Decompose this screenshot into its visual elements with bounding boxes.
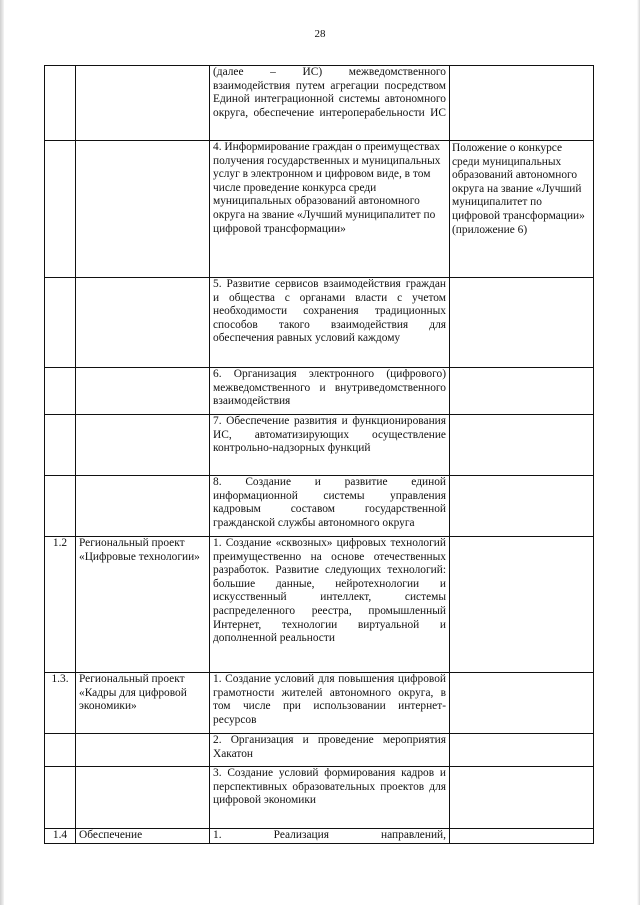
row-number [45,476,76,537]
measure-text: 2. Организация и проведение мероприятия Хакатон [210,734,450,767]
document-cell [449,414,594,476]
table-row [45,829,450,844]
measure-text: 1. Создание условий для повышения цифровой грамотности жителей автономного округа, в том числе при использовании интернет-ресурсов [210,673,450,734]
project-name [76,734,210,767]
table-row [45,673,450,734]
document-cell [449,65,594,141]
row-number [45,734,76,767]
row-number [45,141,76,278]
row-number [45,368,76,415]
table-row [45,141,450,278]
project-name: Обеспечение [76,829,210,844]
table-row [45,537,450,673]
measure-text: 8. Создание и развитие единой информационной системы управления кадровым составом государственной гражданской службы автономного округа [210,476,450,537]
project-name [76,278,210,368]
measure-text: 5. Развитие сервисов взаимодействия граждан и общества с органами власти с учетом необходимости сохранения традиционных способов такого взаимодействия для обеспечения равных условий каждому [210,278,450,368]
document-cell [449,828,594,844]
project-name [76,368,210,415]
row-number [45,415,76,476]
table-row [45,66,450,141]
row-number: 1.4 [45,829,76,844]
measure-text: 7. Обеспечение развития и функционирования ИС, автоматизирующих осуществление контрольно-надзорных функций [210,415,450,476]
row-number: 1.2 [45,537,76,673]
project-name [76,141,210,278]
measure-text: 3. Создание условий формирования кадров и перспективных образовательных проектов для цифровой экономики [210,767,450,829]
row-number [45,767,76,829]
page-number: 28 [314,28,326,40]
row-number [45,66,76,141]
measure-text: 1. Создание «сквозных» цифровых технологий преимущественно на основе отечественных разработок. Развитие следующих технологий: большие данные, нейротехнологии и искусственный интеллект, системы распределенного реестра, промышленный Интернет, технологии виртуальной и дополненной реальности [210,537,450,673]
project-name [76,767,210,829]
measure-text: 4. Информирование граждан о преимуществах получения государственных и муниципальных услуг в электронном и цифровом виде, в том числе проведение конкурса среди муниципальных образований автономного округа на звание «Лучший муниципалитет по цифровой трансформации» [210,141,450,278]
document-cell [449,672,594,734]
table-row [45,476,450,537]
measure-text: 6. Организация электронного (цифрового) межведомственного и внутриведомственного взаимодействия [210,368,450,415]
measure-text: 1. Реализация направлений, [210,829,450,844]
row-number: 1.3. [45,673,76,734]
document-cell [449,367,594,415]
measures-table [44,65,450,844]
scan-edge-left [0,0,4,905]
project-name [76,476,210,537]
project-name [76,415,210,476]
table-row [45,415,450,476]
document-cell [449,277,594,368]
document-cell [449,766,594,829]
table-row [45,368,450,415]
project-name: Региональный проект «Кадры для цифровой экономики» [76,673,210,734]
document-cell: Положение о конкурсе среди муниципальных образований автономного округа на звание «Лучший муниципалитет по цифровой трансформации» (приложение 6) [449,140,594,278]
document-cell [449,733,594,767]
table-row [45,278,450,368]
table-row [45,767,450,829]
table-row [45,734,450,767]
project-name: Региональный проект «Цифровые технологии» [76,537,210,673]
measure-text: (далее – ИС) межведомственного взаимодействия путем агрегации посредством Единой интеграционной системы автономного округа, обеспечение интероперабельности ИС [210,66,450,141]
document-cell [449,475,594,537]
project-name [76,66,210,141]
row-number [45,278,76,368]
document-cell [449,536,594,673]
